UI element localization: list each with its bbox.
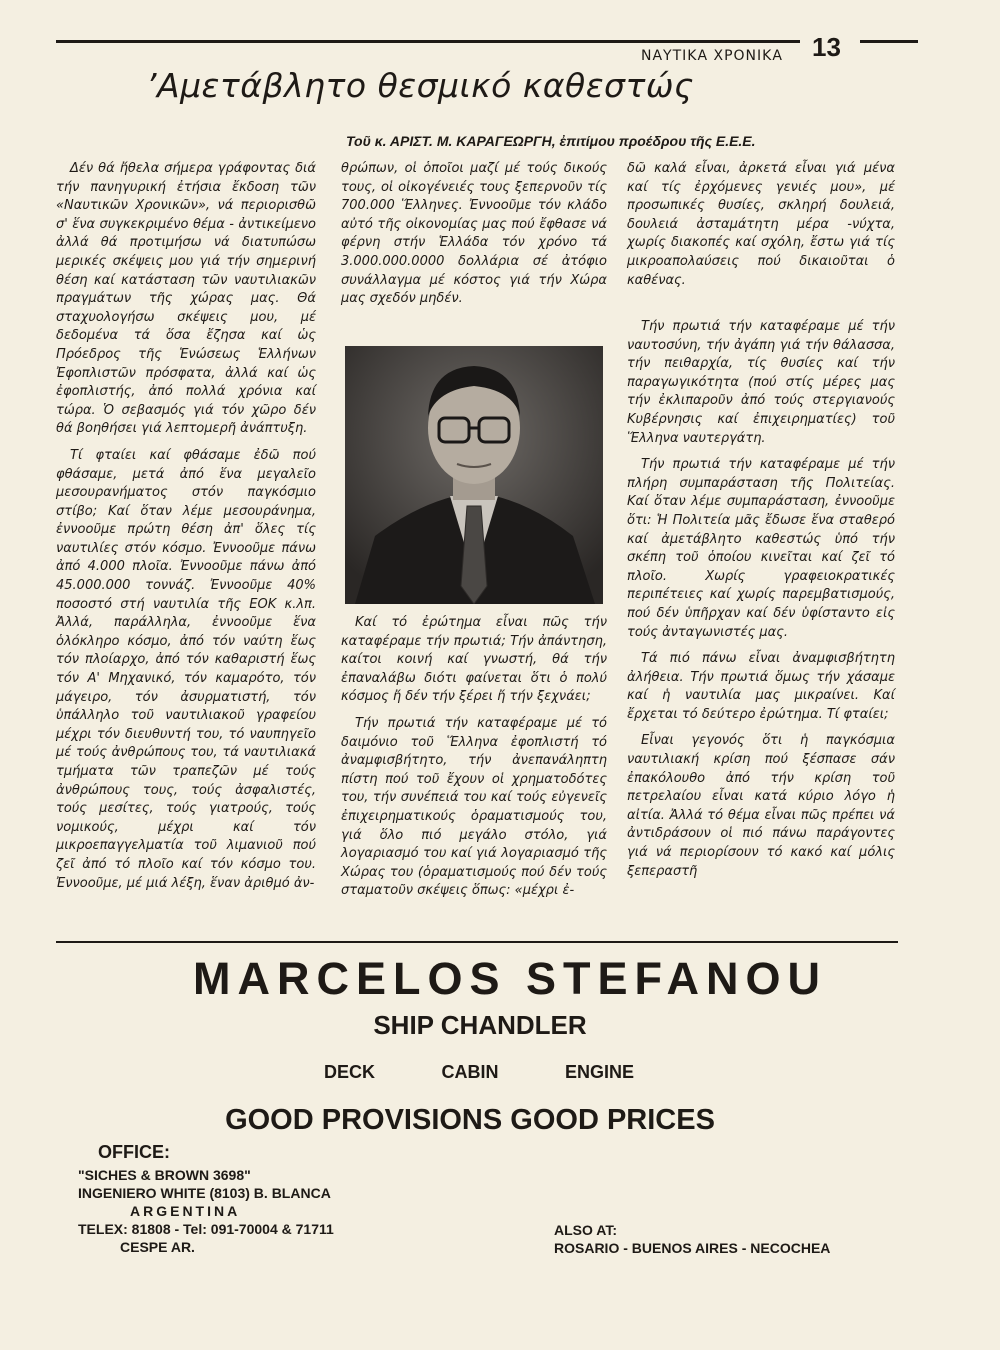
paragraph: Τά πιό πάνω εἶναι ἀναμφισβήτητη ἀλήθεια. Τήν πρωτιά ὅμως τήν χάσαμε καί ἡ ναυτιλία μας μικραίνει. Καί ἔρχεται τό δεύτερο ἐρώτημα. Τί φταίει; [627,651,895,722]
paragraph: Εἶναι γεγονός ὅτι ἡ παγκόσμια ναυτιλιακή κρίση πού ξέσπασε σάν ἐπακόλουθο ἀπό τήν κρίση τοῦ πετρελαίου εἶναι κατά κύριο λόγο ἡ αἰτία. Ἀλλά τό θέμα εἶναι πῶς πρέπει νά ἀντιδράσουν οἱ πιό πάνω παράγοντες γιά νά περιορίσουν τό κακό καί μόλις ξεπεραστῆ [627,733,895,879]
author-portrait [345,346,603,604]
ad-department: DECK [324,1062,376,1082]
ad-department: CABIN [441,1062,499,1082]
portrait-photo [345,346,603,604]
ad-trade: SHIP CHANDLER [373,1010,587,1040]
paragraph: Τί φταίει καί φθάσαμε ἐδῶ πού φθάσαμε, μετά ἀπό ἕνα μεγαλεῖο μεσουρανήματος στόν παγκόσμιο στίβο; Καί ὅταν λέμε μεσουράνημα, ἐννοοῦμε πρώτη θέση ἀπ' ὅλες τίς ναυτιλίες στόν κόσμο. Ἐννοοῦμε πάνω ἀπό 4.000 πλοῖα. Ἐννοοῦμε πάνω ἀπό 45.000.000 τοννάζ. Ἐννοοῦμε 40% ποσοστό στή ναυτιλία τῆς ΕΟΚ κ.λπ. Ἀλλά, παράλληλα, ἐννοοῦμε ἕνα ὁλόκληρο κόσμο, ἀπό τόν ναύτη ἕως τόν πλοίαρχο, ἀπό τόν καθαριστή ἕως τόν Α' Μηχανικό, τόν καμαρότο, τόν μάγειρο, τόν ἀσυρματιστή, τόν ὑπάλληλο τοῦ ναυτιλιακοῦ γραφείου μέχρι τόν διευθυντή του, τό ναυπηγεῖο μέ τούς ἀνθρώπους του, τά ναυτιλιακά τμήματα τῶν τραπεζῶν μέ τούς ἀνθρώπους τους, τούς ἀσφαλιστές, τούς μεσίτες, τούς γιατρούς, τούς νομικούς, μέχρι καί τόν μικροεπαγγελματία τοῦ λιμανιοῦ πού ζεῖ ἀπό τό πλοῖο καί τόν κόσμο του. Ἐννοοῦμε, μέ μιά λέξη, ἕναν ἀριθμό ἀν- [56,447,316,891]
paragraph: Τήν πρωτιά τήν καταφέραμε μέ τήν ναυτοσύνη, τήν ἀγάπη γιά τήν θάλασσα, τήν πειθαρχία, τίς θυσίες καί τήν παραγωγικότητα (πού στίς μέρες μας τήν ἐκλιπαροῦν ἀπό τούς στεργιανούς Κυβέρνησις καί ἐπιχειρηματίες) τοῦ Ἕλληνα ναυτεργάτη. [627,319,895,446]
advertisement-divider [56,941,898,943]
article-column-3 [627,160,895,298]
address-line: CESPE AR. [120,1239,195,1255]
running-title: ΝΑΥΤΙΚΑ ΧΡΟΝΙΚΑ [641,48,783,64]
paragraph: Τήν πρωτιά τήν καταφέραμε μέ τό δαιμόνιο τοῦ Ἕλληνα ἐφοπλιστή τό ἀναμφισβήτητο, τήν ἀνεπανάληπτη πίστη πού τοῦ ἔχουν οἱ χρηματοδότες του, τήν συνέπειά του καί τούς εὐγενεῖς ἐπιχειρηματικούς ὁραματισμούς του, γιά ὅλο πιό μεγάλο στόλο, γιά λογαριασμό του καί γιά λογαριασμό τῆς Χώρας του (ὁραματισμούς πού δέν τούς σταματοῦν σκέψεις ὅπως: «μέχρι ἐ- [341,715,607,899]
address-line: INGENIERO WHITE (8103) B. BLANCA [78,1185,331,1201]
article-column-1 [56,160,316,901]
ad-branch-list: ROSARIO - BUENOS AIRES - NECOCHEA [554,1240,831,1256]
paragraph: Τήν πρωτιά τήν καταφέραμε μέ τήν πλήρη συμπαράσταση τῆς Πολιτείας. Καί ὅταν λέμε συμπαράσταση, ἐννοοῦμε ὅτι: Ἡ Πολιτεία μᾶς ἔδωσε ἕνα σταθερό καί ἀμετάβλητο καθεστώς ὑπό τήν σκέπη τοῦ ὁποίου κινεῖται καί ζεῖ τό πλοῖο. Χωρίς γραφειοκρατικές περιπέτειες καί χωρίς παρεμβατισμούς, πού δέν ὑπῆρχαν καί δέν ὑφίσταντο εἰς τούς ἀνταγωνιστές μας. [627,457,895,640]
header-rule-left [56,40,800,43]
ad-office-address [78,1166,334,1256]
ad-slogan: GOOD PROVISIONS GOOD PRICES [225,1104,715,1136]
ad-office-label: OFFICE: [98,1142,170,1162]
article-column-3-continued [627,318,895,889]
article-byline: Τοῦ κ. ΑΡΙΣΤ. Μ. ΚΑΡΑΓΕΩΡΓΗ, ἐπιτίμου προέδρου τῆς Ε.Ε.Ε. [346,133,756,149]
article-column-2-continued [341,614,607,909]
ad-department: ENGINE [564,1062,634,1082]
ad-branches [554,1221,830,1257]
article-headline: ’Αμετάβλητο θεσμικό καθεστώς [146,66,694,105]
ad-departments [324,1062,634,1083]
header-rule-right [860,40,918,43]
address-line: "SICHES & BROWN 3698" [78,1167,251,1183]
ad-also-label: ALSO AT: [554,1222,617,1238]
address-line: TELEX: 81808 - Tel: 091-70004 & 71711 [78,1221,334,1237]
address-line: ARGENTINA [130,1203,241,1219]
article-column-2 [341,160,607,317]
ad-company-name: MARCELOS STEFANOU [192,953,828,1004]
paragraph: Δέν θά ἤθελα σήμερα γράφοντας διά τήν πανηγυρική ἐτήσια ἔκδοση τῶν «Ναυτικῶν Χρονικῶν», νά περιορισθῶ σ' ἕνα συγκεκριμένο θέμα - ἀντικείμενο ἀλλά θά προτιμήσω νά διατυπώσω μερικές σκέψεις μου γιά τήν σημερινή θέση καί κατάσταση τῶν ναυτιλιακῶν πραγμάτων τῆς χώρας μας. Θά σταχυολογήσω σκέψεις μου, μέ δεδομένα τά ὅσα ἔζησα καί ὡς Πρόεδρος τῆς Ἑνώσεως Ἑλλήνων Ἐφοπλιστῶν πρόσφατα, ἀλλά καί ὡς ἐφοπλιστής, ἀπό πολλά χρόνια καί τώρα. Ὁ σεβασμός γιά τόν χῶρο δέν θά βοηθήσει γιά λεπτομερῆ ἀνάπτυξη. [56,161,316,437]
paragraph: δῶ καλά εἶναι, ἀρκετά εἶναι γιά μένα καί τίς ἐρχόμενες γενιές μου», μέ προσωπικές θυσίες, σκληρή δουλειά, δουλειά ἀσταμάτητη μέρα -νύχτα, χωρίς διακοπές καί σχόλη, ἔστω γιά τίς μικροαπολαύσεις πού δικαιοῦται ὁ καθένας. [627,161,895,288]
paragraph: Καί τό ἐρώτημα εἶναι πῶς τήν καταφέραμε τήν πρωτιά; Τήν ἀπάντηση, καίτοι κοινή καί γνωστή, θά τήν ἐπαναλάβω διότι φαίνεται ὅτι ὁ πολύ κόσμος ἤ δέν τήν ξέρει ἤ τήν ξεχνάει; [341,615,607,705]
page-number: 13 [812,32,841,62]
paragraph: θρώπων, οἱ ὁποῖοι μαζί μέ τούς δικούς τους, οἱ οἰκογένειές τους ξεπερνοῦν τίς 700.000 Ἕλληνες. Ἐννοοῦμε τόν κλάδο αὐτό τῆς οἰκονομίας μας πού ἔφθασε νά φέρνη στήν Ἑλλάδα τόν χρόνο τά 3.000.000.0000 δολλάρια σέ ἀτόφιο συνάλλαγμα μέ κόστος γιά τήν Χώρα μας σχεδόν μηδέν. [341,161,607,307]
